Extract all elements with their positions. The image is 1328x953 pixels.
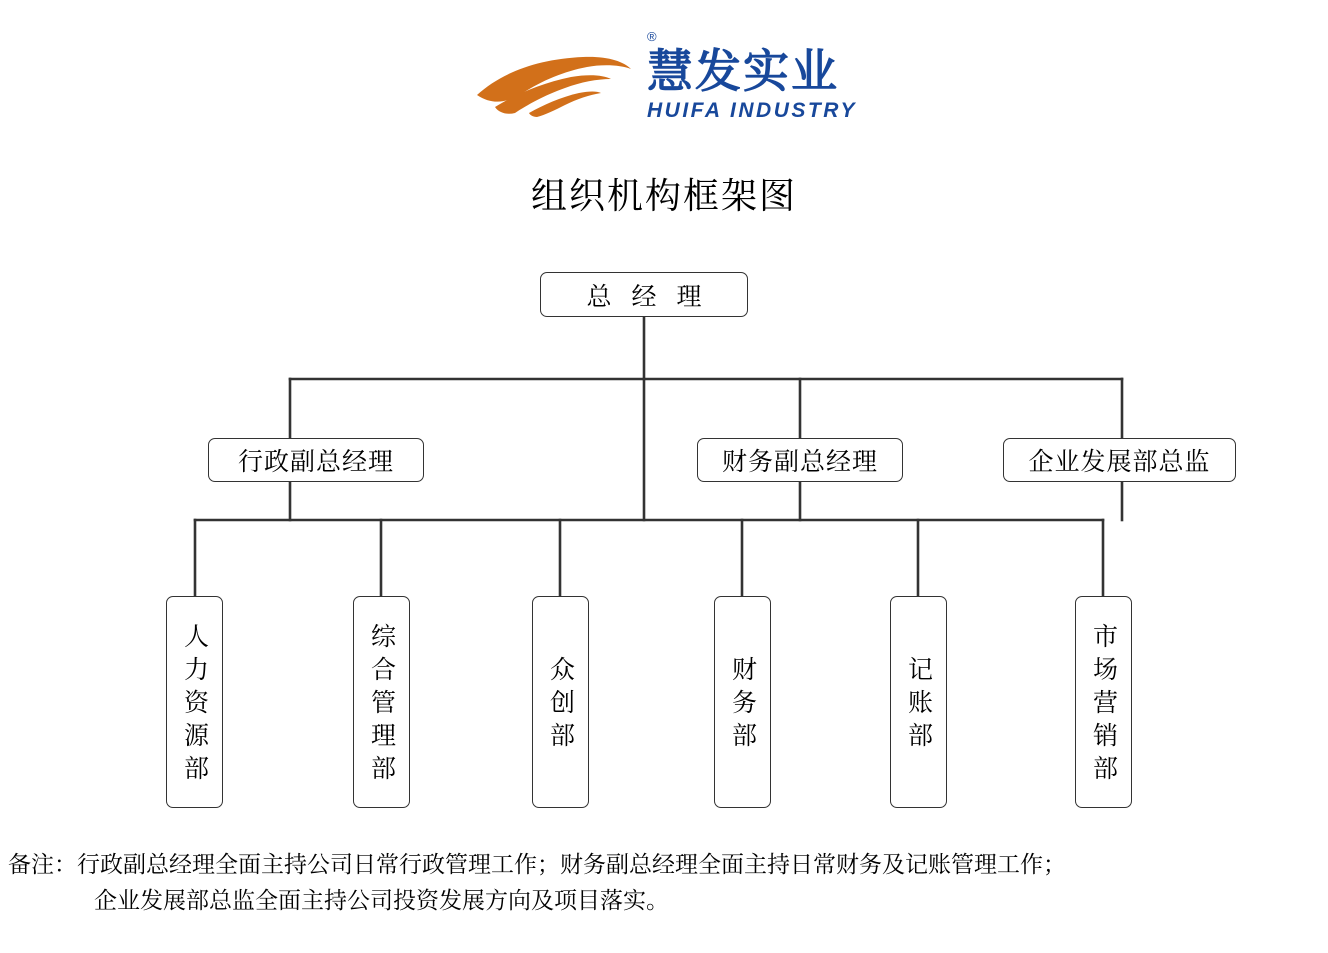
node-maker-space-dept[interactable]: 众创部 [532,596,589,808]
node-human-resources-dept[interactable]: 人力资源部 [166,596,223,808]
node-enterprise-development-director[interactable]: 企业发展部总监 [1003,438,1236,482]
node-admin-vice-gm[interactable]: 行政副总经理 [208,438,424,482]
node-bookkeeping-dept[interactable]: 记账部 [890,596,947,808]
footnote [8,848,1320,919]
node-general-management-dept[interactable]: 综合管理部 [353,596,410,808]
node-finance-dept[interactable]: 财务部 [714,596,771,808]
footnote-line-2: 企业发展部总监全面主持公司投资发展方向及项目落实。 [94,887,669,914]
node-finance-vice-gm[interactable]: 财务副总经理 [697,438,903,482]
node-general-manager[interactable]: 总 经 理 [540,272,748,317]
registered-mark-icon: ® [646,28,657,44]
logo-english-name: HUIFA INDUSTRY [646,99,857,123]
node-marketing-dept[interactable]: 市场营销部 [1075,596,1132,808]
footnote-label: 备注： [8,852,77,878]
footnote-line-1: 行政副总经理全面主持公司日常行政管理工作；财务副总经理全面主持日常财务及记账管理工作； [77,852,1066,878]
page-title: 组织机构框架图 [530,176,797,217]
logo-chinese-name: 慧发实业 [646,43,839,98]
